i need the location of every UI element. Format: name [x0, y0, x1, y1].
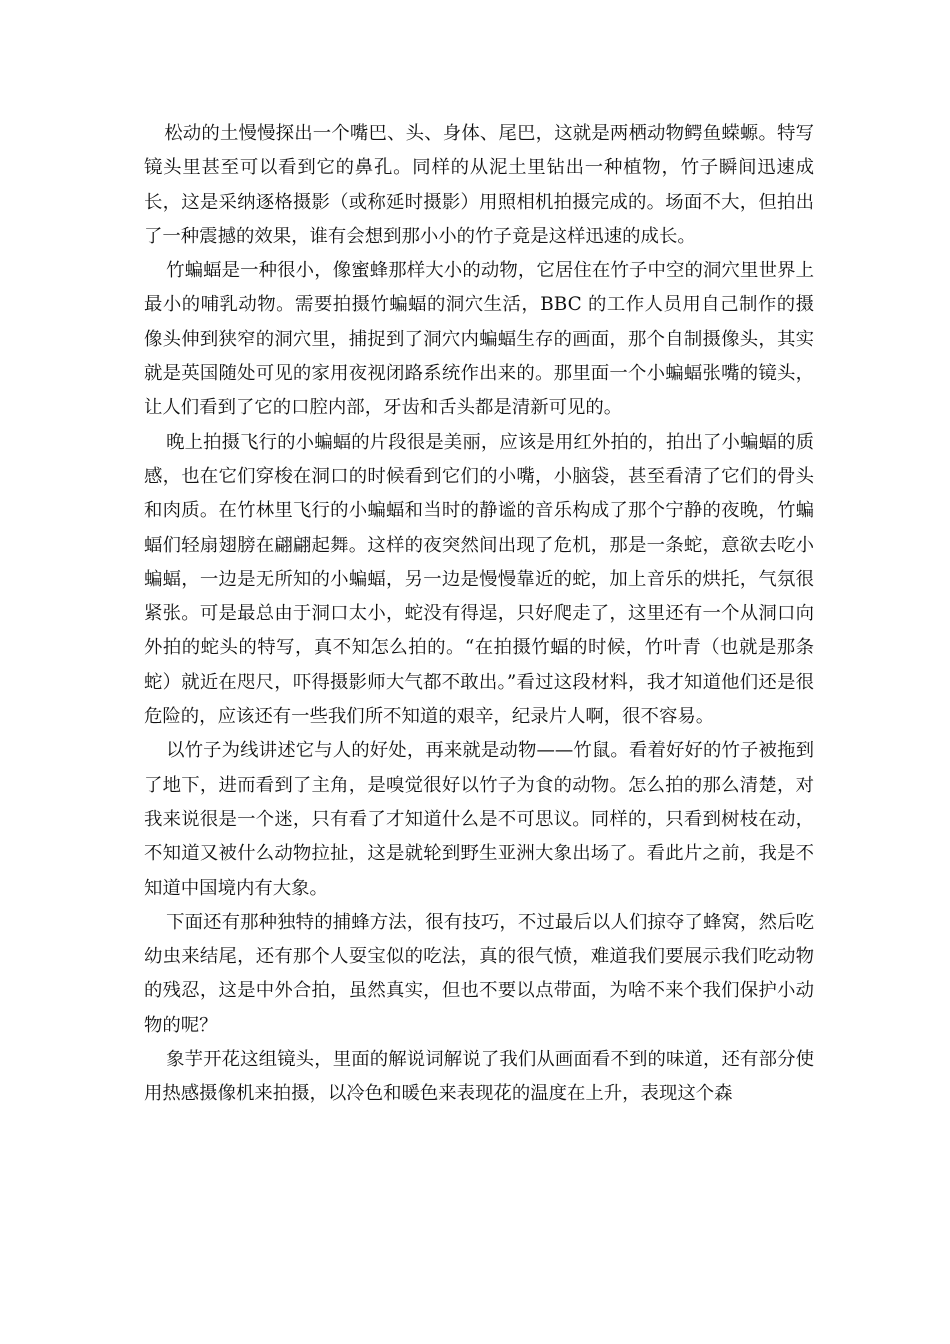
document-body: [144, 117, 814, 1112]
paragraph-bamboo-rat-elephant: 以竹子为线讲述它与人的好处，再来就是动物——竹鼠。看着好好的竹子被拖到了地下，进而看到了主角，是嗅觉很好以竹子为食的动物。怎么拍的那么清楚，对我来说很是一个迷，只有看了才知道什么是不可思议。同样的，只看到树枝在动，不知道又被什么动物拉扯，这是就轮到野生亚洲大象出场了。看此片之前，我是不知道中国境内有大象。: [144, 740, 814, 899]
paragraph-bamboo-bat: 竹蝙蝠是一种很小，像蜜蜂那样大小的动物，它居住在竹子中空的洞穴里世界上最小的哺乳动物。需要拍摄竹蝙蝠的洞穴生活，BBC 的工作人员用自己制作的摄像头伸到狭窄的洞穴里，捕捉到了洞穴内蝙蝠生存的画面，那个自制摄像头，其实就是英国随处可见的家用夜视闭路系统作出来的。那里面一个小蝙蝠张嘴的镜头，让人们看到了它的口腔内部，牙齿和舌头都是清新可见的。: [144, 260, 814, 419]
paragraph-konjac-flower: 象芋开花这组镜头，里面的解说词解说了我们从画面看不到的味道，还有部分使用热感摄像机来拍摄，以冷色和暖色来表现花的温度在上升，表现这个森: [144, 1049, 814, 1105]
paragraph-axolotl-bamboo: 松动的土慢慢探出一个嘴巴、头、身体、尾巴，这就是两栖动物鳄鱼蝾螈。特写镜头里甚至可以看到它的鼻孔。同样的从泥土里钻出一种植物，竹子瞬间迅速成长，这是采纳逐格摄影（或称延时摄影）用照相机拍摄完成的。场面不大，但拍出了一种震撼的效果，谁有会想到那小小的竹子竟是这样迅速的成长。: [144, 123, 814, 247]
paragraph-night-bats-snake: 晚上拍摄飞行的小蝙蝠的片段很是美丽，应该是用红外拍的，拍出了小蝙蝠的质感，也在它们穿梭在洞口的时候看到它们的小嘴，小脑袋，甚至看清了它们的骨头和肉质。在竹林里飞行的小蝙蝠和当时的静谧的音乐构成了那个宁静的夜晚，竹蝙蝠们轻扇翅膀在翩翩起舞。这样的夜突然间出现了危机，那是一条蛇，意欲去吃小蝙蝠，一边是无所知的小蝙蝠，另一边是慢慢靠近的蛇，加上音乐的烘托，气氛很紧张。可是最总由于洞口太小，蛇没有得逞，只好爬走了，这里还有一个从洞口向外拍的蛇头的特写，真不知怎么拍的。“在拍摄竹蝠的时候，竹叶青（也就是那条蛇）就近在咫尺，吓得摄影师大气都不敢出。”看过这段材料，我才知道他们还是很危险的，应该还有一些我们所不知道的艰辛，纪录片人啊，很不容易。: [144, 431, 814, 728]
paragraph-bee-hunting: 下面还有那种独特的捕蜂方法，很有技巧，不过最后以人们掠夺了蜂窝，然后吃幼虫来结尾，还有那个人耍宝似的吃法，真的很气愤，难道我们要展示我们吃动物的残忍，这是中外合拍，虽然真实，但也不要以点带面，为啥不来个我们保护小动物的呢？: [144, 911, 814, 1036]
